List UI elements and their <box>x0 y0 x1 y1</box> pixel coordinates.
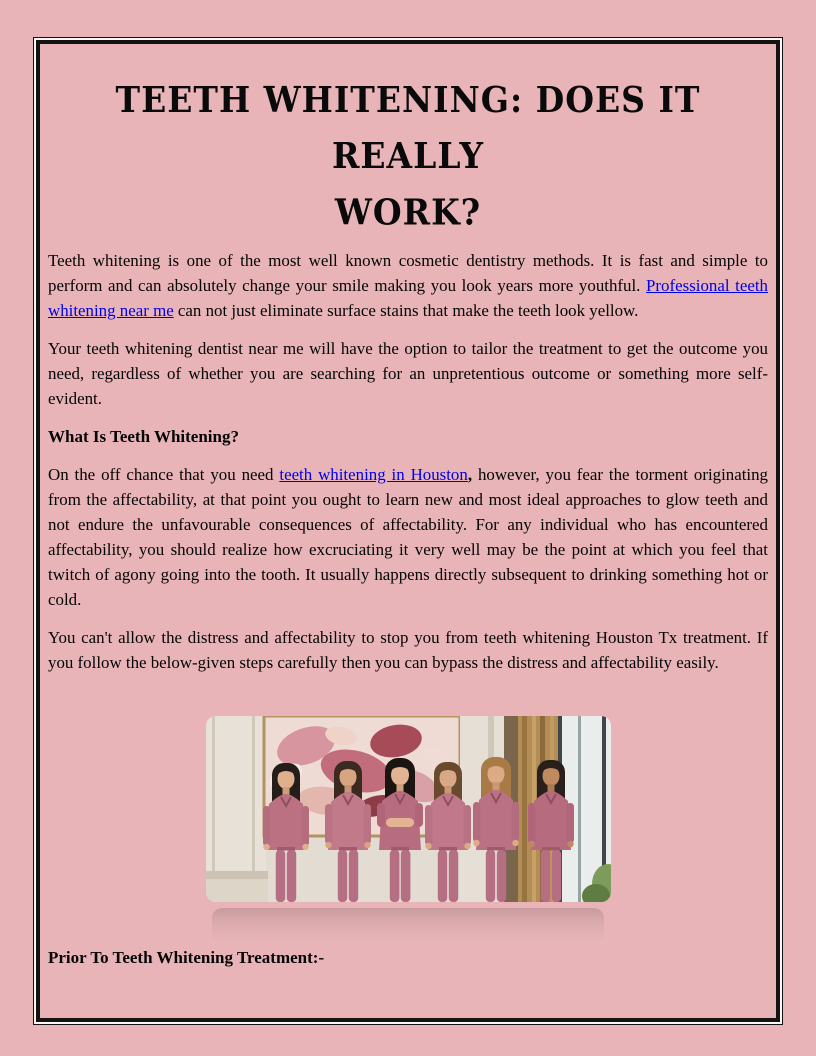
paragraph-intro <box>48 248 768 323</box>
team-photo-illustration <box>206 716 611 902</box>
paragraph-sensitivity-text-after: however, you fear the torment originating from the affectability, at that point you ought to learn new and most ideal approaches to glow teeth and not endure the unfavourable consequences of affectability. For any individual who has encountered affectability, you should realize how excruciating it very well may be the point at which you feel that twitch of agony going into the tooth. It usually happens directly subsequent to drinking something hot or cold. <box>48 465 769 609</box>
page-frame <box>36 40 780 1022</box>
paragraph-intro-text: Teeth whitening is one of the most well known cosmetic dentistry methods. It is fast and simple to perform and can absolutely change your smile making you look years more youthful. <box>48 251 768 295</box>
page-title <box>48 72 768 240</box>
team-photo <box>206 716 611 902</box>
paragraph-dentist-tailor: Your teeth whitening dentist near me will have the option to tailor the treatment to get the outcome you need, regardless of whether you are searching for an unpretentious outcome or something more self-evident. <box>48 339 768 408</box>
heading-prior-to-treatment: Prior To Teeth Whitening Treatment:- <box>48 948 325 967</box>
link-teeth-whitening-in-houston[interactable]: teeth whitening in Houston <box>279 465 468 484</box>
link-professional-teeth-whitening-near-me[interactable]: Professional teeth whitening near me <box>48 276 768 320</box>
paragraph-sensitivity-bold-comma: , <box>467 465 473 484</box>
paragraph-sensitivity <box>48 462 768 612</box>
page-content <box>40 44 776 1018</box>
photo-reflection <box>212 908 604 945</box>
paragraph-distress: You can't allow the distress and affectability to stop you from teeth whitening Houston Tx treatment. If you follow the below-given steps carefully then you can bypass the distress and affectability easily. <box>48 628 768 672</box>
page-title-line1: TEETH WHITENING: DOES IT REALLY <box>115 78 701 177</box>
paragraph-sensitivity-text: On the off chance that you need <box>48 465 280 484</box>
heading-what-is-teeth-whitening: What Is Teeth Whitening? <box>48 427 239 446</box>
paragraph-intro-text-after: can not just eliminate surface stains that make the teeth look yellow. <box>173 301 639 320</box>
page-title-line2: WORK? <box>334 190 482 233</box>
